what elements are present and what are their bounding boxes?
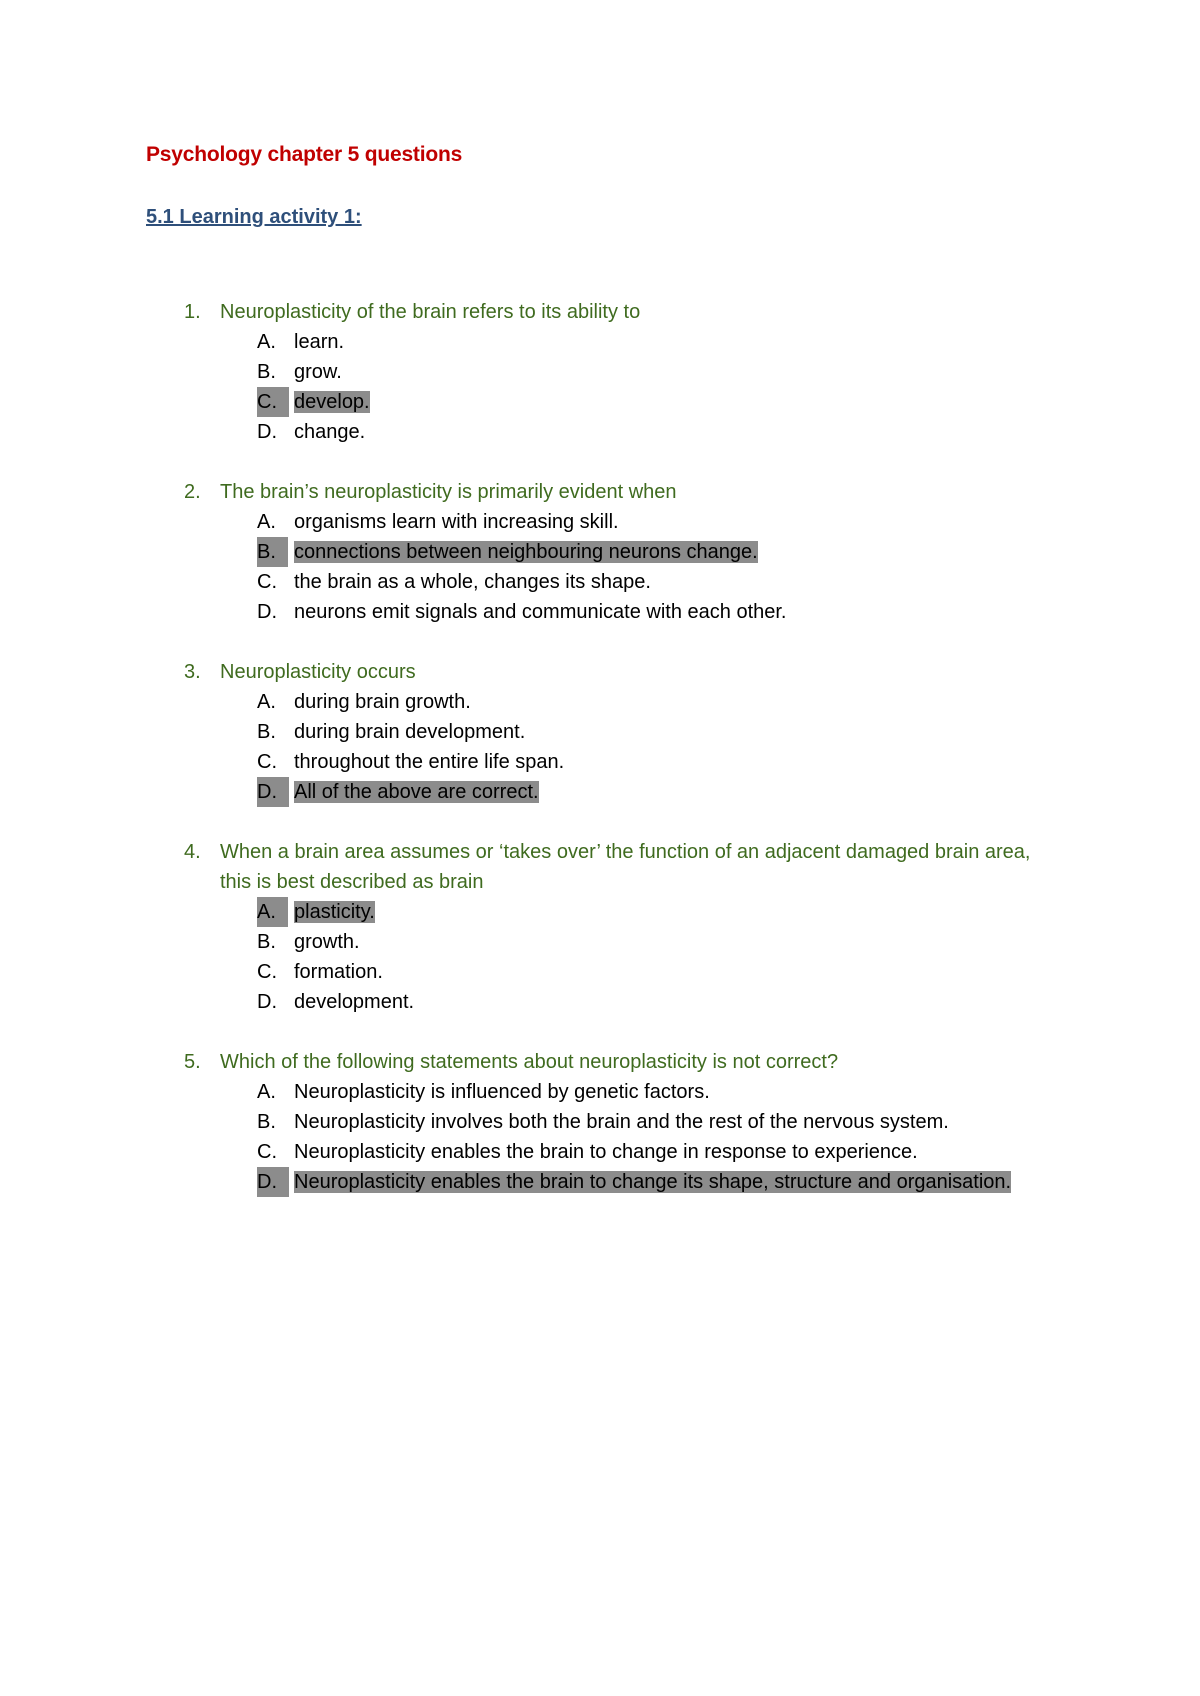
question-number: 3. <box>184 661 201 683</box>
answer-option <box>0 927 1200 957</box>
option-text: development. <box>294 991 415 1013</box>
option-text: throughout the entire life span. <box>294 751 565 773</box>
answer-option <box>0 1107 1200 1137</box>
answer-option-highlighted <box>0 1167 1200 1197</box>
question-stem <box>0 1047 1200 1077</box>
question-number: 2. <box>184 481 201 503</box>
option-letter: B. <box>257 361 276 383</box>
question-stem <box>0 297 1200 327</box>
option-text: learn. <box>294 331 345 353</box>
question-number: 5. <box>184 1051 201 1073</box>
answer-options <box>0 687 1200 807</box>
question-2 <box>0 477 1200 627</box>
question-text: Which of the following statements about neuroplasticity is not correct? <box>220 1051 839 1073</box>
question-number: 4. <box>184 841 201 863</box>
answer-options <box>0 327 1200 447</box>
answer-options <box>0 1077 1200 1197</box>
question-stem <box>0 477 1200 507</box>
option-text: growth. <box>294 931 360 953</box>
answer-option <box>0 507 1200 537</box>
question-5 <box>0 1047 1200 1197</box>
option-text: Neuroplasticity involves both the brain and the rest of the nervous system. <box>294 1111 949 1133</box>
document-title: Psychology chapter 5 questions <box>146 143 463 166</box>
answer-option <box>0 357 1200 387</box>
answer-options <box>0 507 1200 627</box>
option-text: formation. <box>294 961 383 983</box>
option-text: change. <box>294 421 366 443</box>
option-text: connections between neighbouring neurons change. <box>294 541 758 563</box>
option-text: plasticity. <box>294 901 375 923</box>
option-text: All of the above are correct. <box>294 781 539 803</box>
option-letter: D. <box>257 601 277 623</box>
option-letter: D. <box>257 777 289 807</box>
question-1 <box>0 297 1200 447</box>
option-letter: B. <box>257 1111 276 1133</box>
option-text: Neuroplasticity enables the brain to change its shape, structure and organisation. <box>294 1171 1012 1193</box>
option-text: develop. <box>294 391 370 413</box>
option-letter: A. <box>257 897 288 927</box>
option-letter: C. <box>257 1141 277 1163</box>
answer-option <box>0 597 1200 627</box>
answer-option <box>0 987 1200 1017</box>
answer-option-highlighted <box>0 537 1200 567</box>
option-letter: C. <box>257 751 277 773</box>
option-text: organisms learn with increasing skill. <box>294 511 619 533</box>
answer-option <box>0 1137 1200 1167</box>
option-letter: A. <box>257 691 276 713</box>
answer-option-highlighted <box>0 777 1200 807</box>
answer-option <box>0 957 1200 987</box>
option-letter: C. <box>257 387 289 417</box>
option-letter: C. <box>257 571 277 593</box>
option-letter: D. <box>257 1167 289 1197</box>
answer-option <box>0 1077 1200 1107</box>
option-text: grow. <box>294 361 342 383</box>
question-list <box>0 297 1200 1227</box>
option-text: Neuroplasticity is influenced by genetic factors. <box>294 1081 710 1103</box>
option-letter: A. <box>257 1081 276 1103</box>
option-letter: A. <box>257 331 276 353</box>
question-text: When a brain area assumes or ‘takes over’ the function of an adjacent damaged brain area, this is best described as brain <box>220 841 1031 893</box>
question-stem <box>0 837 1200 897</box>
option-letter: B. <box>257 537 288 567</box>
answer-option-highlighted <box>0 387 1200 417</box>
question-number: 1. <box>184 301 201 323</box>
answer-option <box>0 567 1200 597</box>
answer-option <box>0 327 1200 357</box>
option-text: during brain development. <box>294 721 526 743</box>
question-4 <box>0 837 1200 1017</box>
option-letter: B. <box>257 721 276 743</box>
question-text: The brain’s neuroplasticity is primarily evident when <box>220 481 677 503</box>
option-letter: C. <box>257 961 277 983</box>
answer-option <box>0 717 1200 747</box>
option-letter: D. <box>257 991 277 1013</box>
question-stem <box>0 657 1200 687</box>
option-letter: D. <box>257 421 277 443</box>
option-text: during brain growth. <box>294 691 471 713</box>
question-text: Neuroplasticity of the brain refers to its ability to <box>220 301 641 323</box>
question-3 <box>0 657 1200 807</box>
answer-option-highlighted <box>0 897 1200 927</box>
answer-option <box>0 687 1200 717</box>
option-text: neurons emit signals and communicate with each other. <box>294 601 787 623</box>
option-letter: A. <box>257 511 276 533</box>
option-text: Neuroplasticity enables the brain to change in response to experience. <box>294 1141 918 1163</box>
option-text: the brain as a whole, changes its shape. <box>294 571 651 593</box>
answer-option <box>0 417 1200 447</box>
question-text: Neuroplasticity occurs <box>220 661 416 683</box>
answer-option <box>0 747 1200 777</box>
section-heading: 5.1 Learning activity 1: <box>146 206 362 228</box>
option-letter: B. <box>257 931 276 953</box>
answer-options <box>0 897 1200 1017</box>
